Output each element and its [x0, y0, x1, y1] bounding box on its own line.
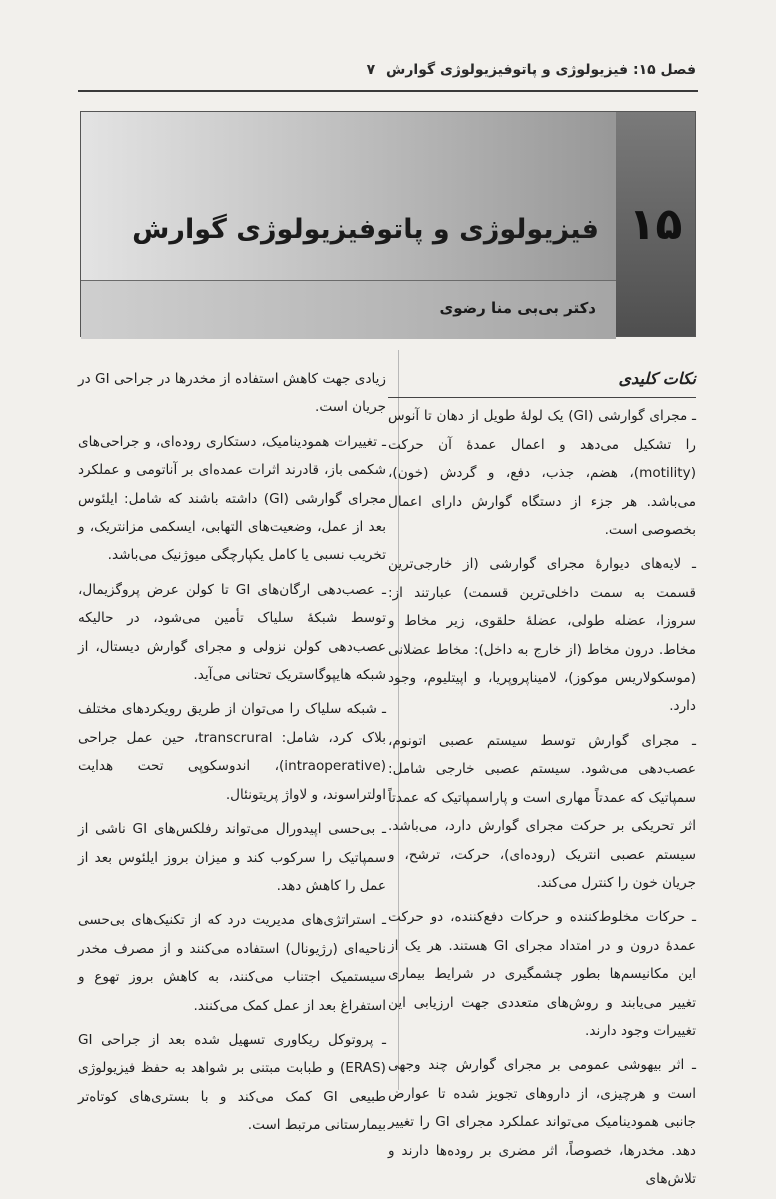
key-point-paragraph: ـ بی‌حسی اپیدورال می‌تواند رفلکس‌های GI ناشی از سمپاتیک را سرکوب کند و میزان بروز ایلئوس بعد از عمل را کاهش دهد.	[78, 821, 386, 894]
chapter-number: ۱۵	[628, 198, 683, 250]
key-point-paragraph: ـ مجرای گوارش توسط سیستم عصبی اتونوم، عصب‌دهی می‌شود. سیستم عصبی خارجی شامل: سمپاتیک که عمدتاً مهاری است و پاراسمپاتیک که عمدتاً اثر تحریکی بر حرکت مجرای گوارش دارد، می‌باشد. سیستم عصبی انتریک (روده‌ای)، حرکت، ترشح، و جریان خون را کنترل می‌کند.	[388, 732, 696, 891]
right-column	[388, 365, 696, 1199]
key-point-paragraph: ـ اثر بیهوشی عمومی بر مجرای گوارش چند وجهی است و هرچیزی، از داروهای تجویز شده تا عوارض جانبی همودینامیک می‌تواند عملکرد مجرای GI را تغییر دهد. مخدرها، خصوصاً، اثر مضری بر روده‌ها دارند و تلاش‌های	[388, 1057, 696, 1187]
chapter-number-box	[616, 112, 695, 336]
key-point-paragraph: ـ مجرای گوارشی (GI) یک لولهٔ طویل از دهان تا آنوس را تشکیل می‌دهد و اعمال عمدهٔ آن حرکت (motility)، هضم، جذب، دفع، و گردش (خون)، می‌باشد. هر جزء از دستگاه گوارش دارای اعمال بخصوصی است.	[388, 408, 696, 539]
page-number: ۷	[366, 62, 376, 78]
chapter-title: فیزیولوژی و پاتوفیزیولوژی گوارش	[132, 214, 599, 245]
chapter-banner	[80, 111, 696, 337]
key-point-paragraph: ـ پروتوکل ریکاوری تسهیل شده بعد از جراحی GI (ERAS) و طبابت مبتنی بر شواهد به حفظ فیزیولوژی طبیعی GI کمک می‌کند و با بستری‌های کوتاه‌تر بیمارستانی مرتبط است.	[78, 1031, 386, 1134]
left-column	[78, 365, 386, 1146]
key-point-paragraph: ـ شبکه سلیاک را می‌توان از طریق رویکردهای مختلف بلاک کرد، شامل: transcrural، حین عمل جراحی (intraoperative)، اندوسکوپی تحت هدایت اولتراسوند، و لاواژ پریتونئال.	[78, 701, 386, 803]
key-point-paragraph: زیادی جهت کاهش استفاده از مخدرها در جراحی GI در جریان است.	[78, 371, 386, 416]
key-point-paragraph: ـ لایه‌های دیوارهٔ مجرای گوارشی (از خارجی‌ترین قسمت به سمت داخلی‌ترین قسمت) عبارتند از: سروزا، عضله طولی، عضلهٔ حلقوی، زیر مخاط و مخاط. درون مخاط (از خارج به داخل): مخاط عضلانی (موسکولاریس موکوز)، لامیناپروپریا، و اپیتلیوم، وجود دارد.	[388, 556, 696, 715]
key-points-heading: نکات کلیدی	[388, 365, 696, 398]
key-point-paragraph: ـ حرکات مخلوط‌کننده و حرکات دفع‌کننده، دو حرکت عمدهٔ درون و در امتداد مجرای GI هستند. هر یک از این مکانیسم‌ها بطور چشمگیری در شرایط بیماری تغییر می‌یابند و روش‌های متعددی جهت ارزیابی این تغییرات وجود دارند.	[388, 909, 696, 1039]
chapter-author: دکتر بی‌بی منا رضوی	[439, 299, 596, 317]
author-bar	[81, 280, 616, 339]
running-title: فصل ۱۵: فیزیولوژی و پاتوفیزیولوژی گوارش	[386, 62, 696, 78]
header-rule	[78, 90, 698, 92]
running-header	[80, 62, 696, 78]
key-point-paragraph: ـ تغییرات همودینامیک، دستکاری روده‌ای، و جراحی‌های شکمی باز، قادرند اثرات عمده‌ای بر آناتومی و عملکرد مجرای گوارشی (GI) داشته باشند که شامل: ایلئوس بعد از عمل، وضعیت‌های التهابی، ایسکمی مزانتریک، و تخریب نسبی یا کامل یکپارچگی میوژنیک می‌باشد.	[78, 433, 386, 564]
key-point-paragraph: ـ استراتژی‌های مدیریت درد که از تکنیک‌های بی‌حسی ناحیه‌ای (رژیونال) استفاده می‌کنند و از مصرف مخدر سیستمیک اجتناب می‌کنند، به کاهش بروز تهوع و استفراغ بعد از عمل کمک می‌کنند.	[78, 912, 386, 1014]
key-point-paragraph: ـ عصب‌دهی ارگان‌های GI تا کولن عرض پروگزیمال، توسط شبکهٔ سلیاک تأمین می‌شود، در حالیکه عصب‌دهی کولن نزولی و مجرای گوارش دیستال، از شبکه هایپوگاستریک تحتانی می‌آید.	[78, 581, 386, 684]
